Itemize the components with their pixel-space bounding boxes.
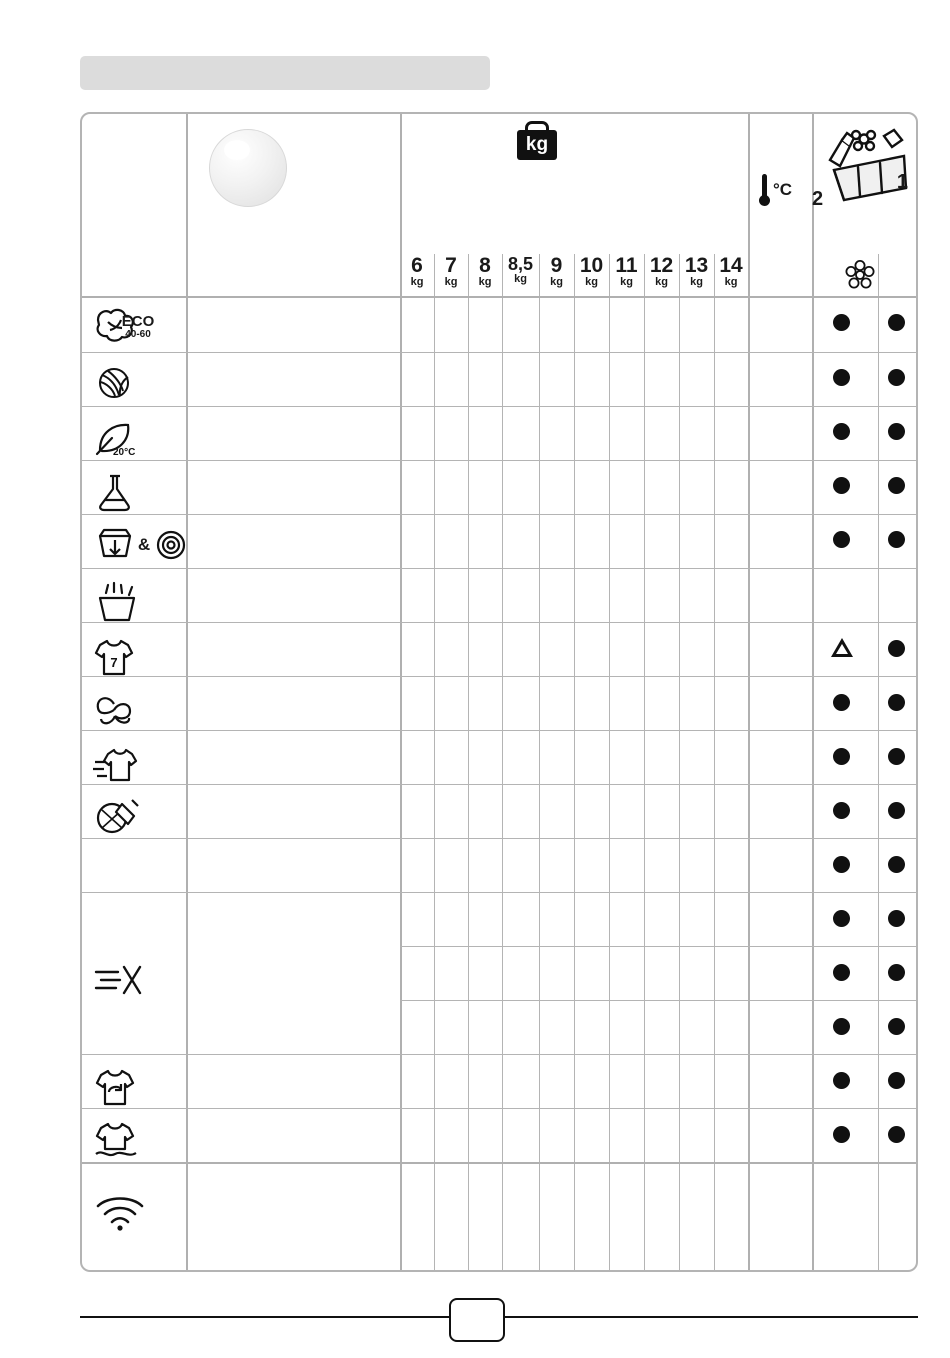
table-hline-footer bbox=[82, 1162, 916, 1164]
table-hline-r10 bbox=[82, 838, 916, 839]
table-hline-r9 bbox=[82, 784, 916, 785]
program-icon-hand-wash bbox=[92, 580, 184, 624]
capacity-unit: kg bbox=[514, 273, 527, 285]
capacity-unit: kg bbox=[690, 276, 703, 288]
eco-sublabel: 40-60 bbox=[125, 329, 151, 340]
program-icon-shirt-ironing bbox=[92, 1118, 184, 1160]
detergent-mark-compartment2 bbox=[833, 1018, 850, 1035]
detergent-mark-compartment2 bbox=[833, 964, 850, 981]
program-icon-delicates bbox=[92, 692, 184, 732]
detergent-mark-compartment1 bbox=[888, 1018, 905, 1035]
detergent-mark-compartment2 bbox=[833, 748, 850, 765]
detergent-mark-compartment1 bbox=[888, 640, 905, 657]
detergent-drawer-icon bbox=[812, 126, 910, 210]
table-vline-detergent bbox=[812, 114, 814, 1270]
capacity-column-10kg bbox=[574, 250, 609, 300]
capacity-value: 6 bbox=[411, 254, 423, 277]
table-hline-r3 bbox=[82, 460, 916, 461]
program-icon-baby-bottle-hygiene bbox=[92, 798, 184, 840]
detergent-mark-compartment2 bbox=[833, 694, 850, 711]
eco-label: ECO bbox=[121, 313, 155, 330]
program-icon-eco-20 bbox=[92, 418, 184, 460]
capacity-unit: kg bbox=[478, 276, 492, 288]
capacity-unit: kg bbox=[585, 276, 598, 288]
program-selector-knob-icon[interactable] bbox=[209, 129, 287, 207]
detergent-mark-compartment2 bbox=[833, 856, 850, 873]
detergent-compartment-1-label: 1 bbox=[896, 171, 908, 193]
capacity-column-85kg bbox=[502, 250, 539, 300]
detergent-mark-compartment2 bbox=[833, 314, 850, 331]
capacity-value: 12 bbox=[649, 254, 674, 277]
program-icon-wool bbox=[92, 364, 184, 402]
capacity-unit: kg bbox=[550, 276, 563, 288]
capacity-value: 8,5 bbox=[507, 254, 534, 274]
capacity-value: 13 bbox=[684, 254, 709, 277]
table-hline-r15 bbox=[82, 1108, 916, 1109]
detergent-mark-compartment1 bbox=[888, 694, 905, 711]
temperature-icon bbox=[759, 174, 792, 206]
capacity-column-12kg bbox=[644, 250, 679, 300]
detergent-mark-compartment1 bbox=[888, 1072, 905, 1089]
detergent-mark-compartment1 bbox=[888, 748, 905, 765]
capacity-unit: kg bbox=[724, 276, 738, 288]
capacity-unit: kg bbox=[620, 276, 633, 288]
table-hline-r12 bbox=[400, 946, 916, 947]
detergent-mark-compartment2 bbox=[833, 1072, 850, 1089]
table-hline-r8 bbox=[82, 730, 916, 731]
detergent-mark-compartment1 bbox=[888, 1126, 905, 1143]
detergent-mark-compartment1 bbox=[888, 369, 905, 386]
detergent-mark-compartment2 bbox=[833, 423, 850, 440]
detergent-mark-compartment1 bbox=[888, 531, 905, 548]
capacity-unit: kg bbox=[410, 276, 424, 288]
capacity-column-11kg bbox=[609, 250, 644, 300]
rinse-spin-ampersand: & bbox=[137, 535, 151, 554]
table-hline-r13 bbox=[400, 1000, 916, 1001]
detergent-mark-compartment1 bbox=[888, 964, 905, 981]
detergent-mark-compartment1 bbox=[888, 856, 905, 873]
detergent-mark-compartment1 bbox=[888, 423, 905, 440]
table-hline-r4 bbox=[82, 514, 916, 515]
svg-text:7: 7 bbox=[110, 655, 118, 670]
section-title-bar bbox=[80, 56, 490, 90]
kg-icon-label: kg bbox=[525, 134, 549, 155]
capacity-value: 11 bbox=[615, 254, 638, 277]
detergent-mark-compartment2 bbox=[833, 802, 850, 819]
capacity-value: 7 bbox=[445, 254, 457, 277]
capacity-column-9kg bbox=[539, 250, 574, 300]
table-hline-r14 bbox=[82, 1054, 916, 1055]
page-number-box bbox=[449, 1298, 505, 1342]
capacity-unit: kg bbox=[444, 276, 458, 288]
capacity-column-7kg bbox=[434, 250, 468, 300]
table-hline-r5 bbox=[82, 568, 916, 569]
capacity-column-14kg bbox=[714, 250, 748, 300]
detergent-compartment-2-label: 2 bbox=[812, 188, 824, 210]
detergent-mark-compartment2 bbox=[833, 531, 850, 548]
program-icon-rinse-and-spin bbox=[82, 528, 202, 562]
program-table bbox=[80, 112, 918, 1272]
capacity-value: 9 bbox=[550, 254, 563, 277]
table-hline-r2 bbox=[82, 406, 916, 407]
program-icon-sports-shirt bbox=[92, 744, 184, 788]
table-vline-icon bbox=[186, 114, 188, 1270]
capacity-value: 8 bbox=[479, 254, 491, 277]
detergent-mark-triangle bbox=[831, 638, 853, 657]
svg-text:20°C: 20°C bbox=[113, 447, 136, 458]
program-icon-synthetic-flask bbox=[92, 472, 184, 512]
detergent-mark-compartment1 bbox=[888, 477, 905, 494]
detergent-mark-compartment1 bbox=[888, 802, 905, 819]
table-hline-r11 bbox=[82, 892, 916, 893]
capacity-column-8kg bbox=[468, 250, 502, 300]
temperature-unit-label: °C bbox=[773, 180, 793, 199]
table-hline-r1 bbox=[82, 352, 916, 353]
capacity-column-13kg bbox=[679, 250, 714, 300]
detergent-mark-compartment2 bbox=[833, 1126, 850, 1143]
remote-control-wifi-icon bbox=[92, 1192, 184, 1234]
detergent-mark-compartment1 bbox=[888, 314, 905, 331]
program-icon-daily-express-shirt bbox=[92, 636, 184, 678]
capacity-value: 14 bbox=[719, 254, 743, 277]
table-hline-r6 bbox=[82, 622, 916, 623]
flower-softener-icon bbox=[843, 258, 877, 292]
capacity-column-6kg bbox=[400, 250, 434, 300]
detergent-mark-compartment2 bbox=[833, 369, 850, 386]
capacity-unit: kg bbox=[655, 276, 668, 288]
detergent-mark-compartment2 bbox=[833, 477, 850, 494]
table-vline-detergent-3 bbox=[916, 254, 917, 1270]
table-vline-temp bbox=[748, 114, 750, 1270]
capacity-value: 10 bbox=[579, 254, 604, 277]
program-icon-eco-40-60 bbox=[92, 314, 184, 340]
program-icon-quick-wash bbox=[92, 959, 184, 1001]
detergent-mark-compartment2 bbox=[833, 910, 850, 927]
detergent-mark-compartment1 bbox=[888, 910, 905, 927]
program-icon-refresh-shirt bbox=[92, 1066, 184, 1108]
table-hline-r7 bbox=[82, 676, 916, 677]
kg-weight-icon bbox=[513, 130, 561, 160]
